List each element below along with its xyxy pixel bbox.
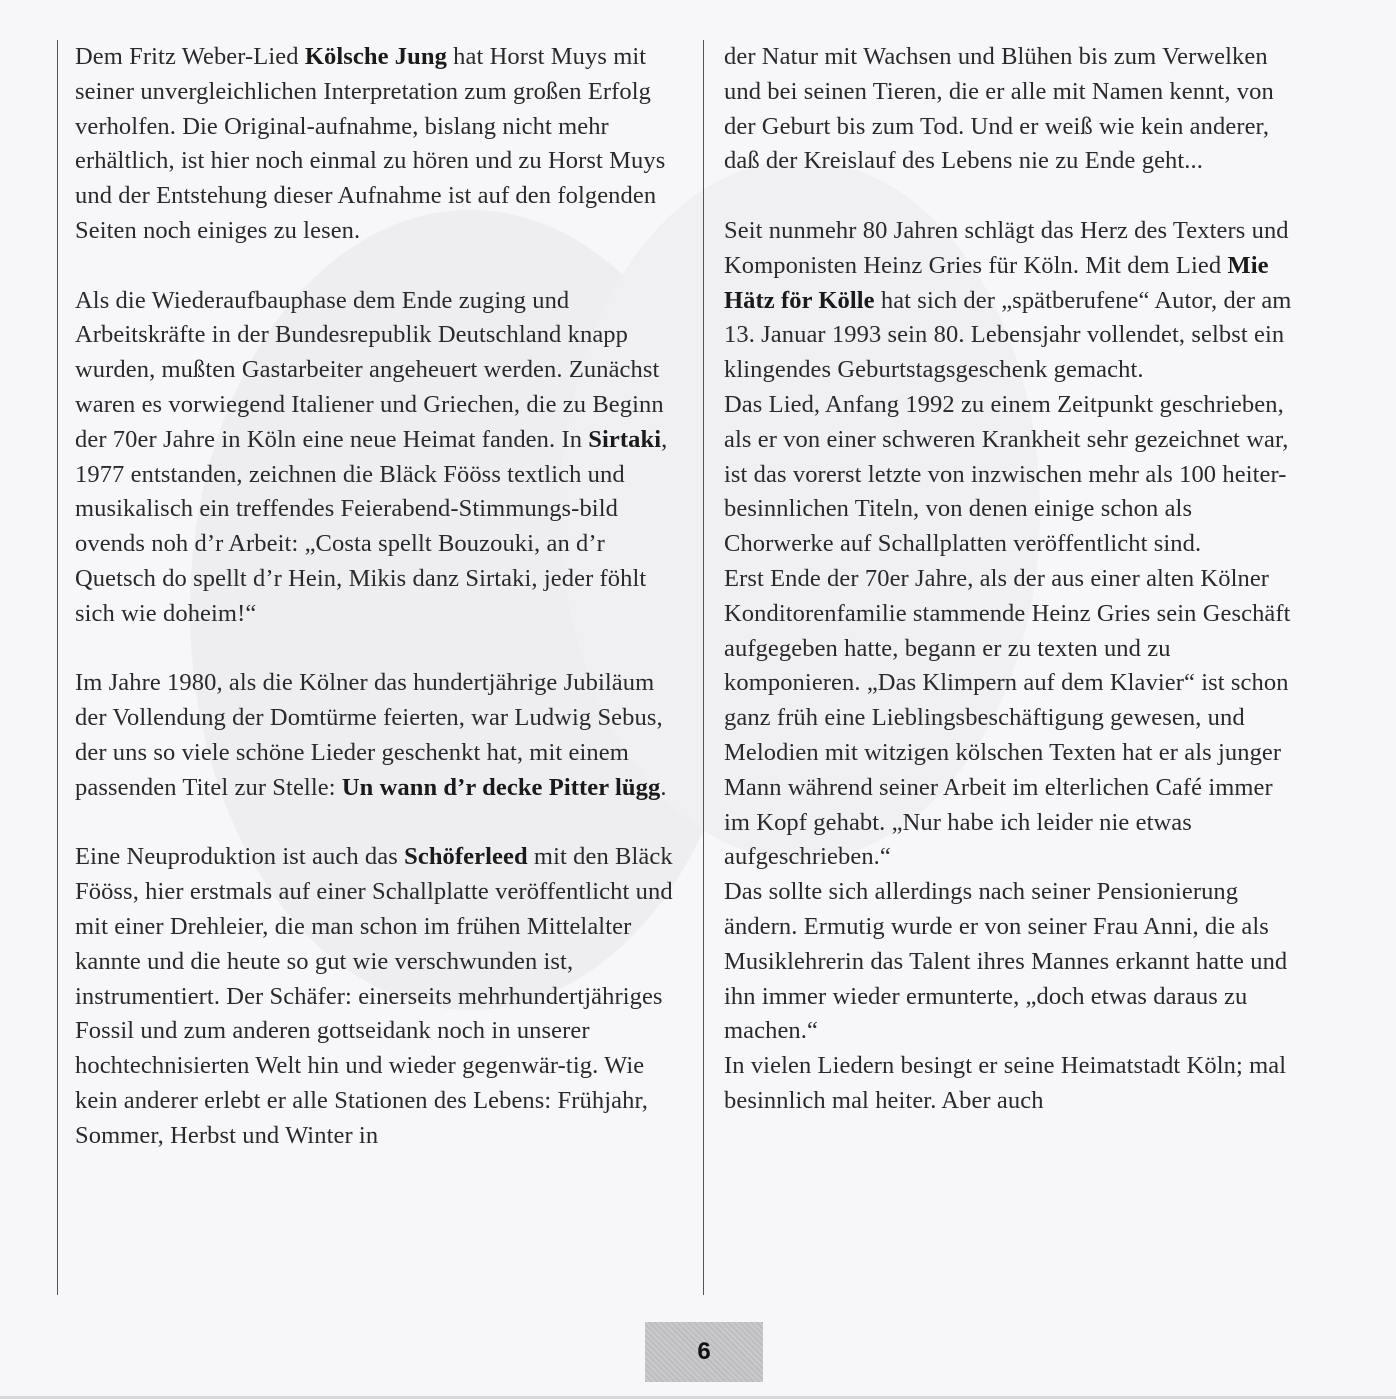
text-run: Eine Neuproduktion ist auch das: [75, 843, 405, 871]
text-run: der Natur mit Wachsen und Blühen bis zum Verwelken und bei seinen Tieren, die er alle mit Namen kennt, von der Geburt bis zum Tod. Und er weiß wie kein anderer, daß der Kreislauf des Lebens nie zu Ende geht...: [724, 43, 1274, 175]
text-run: hat sich der „spätberufene“ Autor, der am 13. Januar 1993 sein 80. Lebensjahr vollendet, selbst ein klingendes Geburtstagsgeschenk gemacht.: [724, 286, 1292, 384]
text-run: Im Jahre 1980, als die Kölner das hundertjährige Jubiläum der Vollendung der Domtürme feierten, war Ludwig Sebus, der uns so viele schöne Lieder geschenkt hat, mit einem passenden Titel zur Stelle:: [75, 669, 663, 801]
song-title: Schöferleed: [404, 843, 528, 871]
text-run: Erst Ende der 70er Jahre, als der aus einer alten Kölner Konditorenfamilie stammende Heinz Gries sein Geschäft aufgegeben hatte, begann er zu texten und zu komponieren. „Das Klimpern auf dem Klavier“ ist schon ganz früh eine Lieblingsbeschäftigung gewesen, und Melodien mit witzigen kölschen Texten hat er als junger Mann während seiner Arbeit im elterlichen Café immer im Kopf gehabt. „Nur habe ich leider nie etwas aufgeschrieben.“: [724, 564, 1291, 871]
paragraph: [724, 562, 1294, 875]
left-column-rule: [57, 40, 58, 1295]
text-run: In vielen Liedern besingt er seine Heimatstadt Köln; mal besinnlich mal heiter. Aber auch: [724, 1052, 1287, 1114]
song-title: Sirtaki: [588, 425, 662, 453]
paragraph: [75, 840, 685, 1153]
paragraph: [724, 1049, 1294, 1119]
text-run: Seit nunmehr 80 Jahren schlägt das Herz des Texters und Komponisten Heinz Gries für Köln. Mit dem Lied: [724, 216, 1289, 279]
text-run: .: [660, 773, 667, 801]
text-run: mit den Bläck Fööss, hier erstmals auf einer Schallplatte veröffentlicht und mit einer Drehleier, die man schon im frühen Mittelalter kannte und die heute so gut wie verschwunden ist, instrumentiert. Der Schäfer: einerseits mehrhundertjähriges Fossil und zum anderen gottseidank noch in unserer hochtechnisierten Welt hin und wieder gegenwär-tig. Wie kein anderer erlebt er alle Stationen des Lebens: Frühjahr, Sommer, Herbst und Winter in: [75, 843, 673, 1149]
paragraph: [724, 214, 1294, 388]
paragraph: [75, 284, 685, 632]
text-run: hat Horst Muys mit seiner unvergleichlichen Interpretation zum großen Erfolg verholfen. Die Original-aufnahme, bislang nicht mehr erhältlich, ist hier noch einmal zu hören und zu Horst Muys und der Entstehung dieser Aufnahme ist auf den folgenden Seiten noch einiges zu lesen.: [75, 43, 666, 244]
text-run: Das Lied, Anfang 1992 zu einem Zeitpunkt geschrieben, als er von einer schweren Krankheit sehr gezeichnet war, ist das vorerst letzte von inzwischen mehr als 100 heiter-besinnlichen Titeln, von denen einige schon als Chorwerke auf Schallplatten veröffentlicht sind.: [724, 390, 1289, 558]
text-run: Als die Wiederaufbauphase dem Ende zuging und Arbeitskräfte in der Bundesrepublik Deutschland knapp wurden, mußten Gastarbeiter angeheuert werden. Zunächst waren es vorwiegend Italiener und Griechen, die zu Beginn der 70er Jahre in Köln eine neue Heimat fanden. In: [75, 286, 664, 453]
paragraph: [724, 388, 1294, 562]
song-title: Kölsche Jung: [304, 43, 447, 70]
left-text-column: [75, 40, 685, 1188]
text-run: , 1977 entstanden, zeichnen die Bläck Fööss textlich und musikalisch ein treffendes Feierabend-Stimmungs-bild ovends noh d’r Arbeit: „Costa spellt Bouzouki, an d’r Quetsch do spellt d’r Hein, Mikis danz Sirtaki, jeder föhlt sich wie doheim!“: [75, 425, 668, 627]
right-text-column: [724, 40, 1294, 1119]
center-column-rule: [703, 40, 704, 1295]
paragraph: [724, 875, 1294, 1049]
text-run: Dem Fritz Weber-Lied: [75, 43, 305, 70]
text-run: Das sollte sich allerdings nach seiner Pensionierung ändern. Ermutig wurde er von seiner Frau Anni, die als Musiklehrerin das Talent ihres Mannes erkannt hatte und ihn immer wieder ermunterte, „doch etwas daraus zu machen.“: [724, 878, 1288, 1045]
paragraph: [724, 40, 1294, 179]
paragraph: [75, 666, 685, 805]
paragraph: [75, 40, 685, 249]
song-title: Un wann d’r decke Pitter lügg: [341, 773, 661, 801]
song-title: Mie Hätz för Kölle: [724, 251, 1269, 314]
page-number: 6: [645, 1322, 763, 1382]
